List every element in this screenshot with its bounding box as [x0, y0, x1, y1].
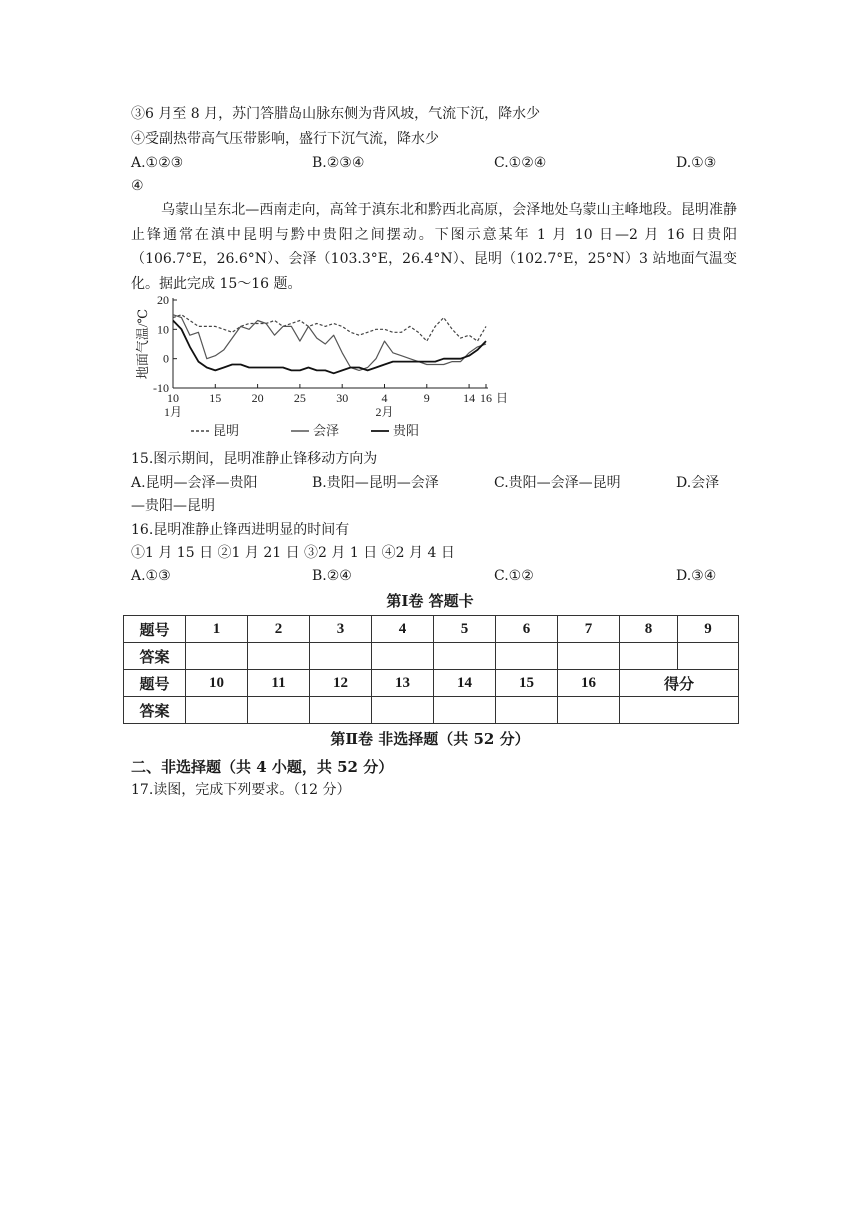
q16-option-d: D.③④ [676, 568, 717, 584]
question-number-label: 题号 [124, 670, 186, 697]
q15-option-d: D.会泽 [676, 475, 720, 491]
question-number: 7 [558, 616, 620, 643]
answer-cell[interactable] [620, 643, 678, 670]
q14-option-a: A.①②③ [131, 155, 184, 171]
answer-cell[interactable] [248, 697, 310, 724]
q14-statement-4: ④受副热带高气压带影响，盛行下沉气流，降水少 [131, 131, 439, 147]
chart-series [173, 315, 486, 374]
answer-label: 答案 [124, 697, 186, 724]
answer-card-table [123, 615, 739, 724]
x-tick-label: 16 [480, 391, 492, 405]
section-2-title: 第Ⅱ卷 非选择题（共 52 分） [330, 730, 530, 748]
q14-statement-3: ③6 月至 8 月，苏门答腊岛山脉东侧为背风坡，气流下沉，降水少 [131, 106, 541, 122]
answer-cell[interactable] [496, 643, 558, 670]
answer-cell[interactable] [372, 697, 434, 724]
question-number: 3 [310, 616, 372, 643]
series-line-1 [173, 315, 486, 341]
q15-option-d-wrap: —贵阳—昆明 [131, 498, 215, 514]
q16-option-b: B.②④ [312, 568, 352, 584]
question-number: 13 [372, 670, 434, 697]
question-number: 16 [558, 670, 620, 697]
question-number: 9 [678, 616, 739, 643]
q16-dates: ①1 月 15 日 ②1 月 21 日 ③2 月 1 日 ④2 月 4 日 [131, 545, 455, 561]
question-number: 10 [186, 670, 248, 697]
question-number: 4 [372, 616, 434, 643]
answer-cell[interactable] [558, 643, 620, 670]
answer-cell[interactable] [248, 643, 310, 670]
q14-option-c: C.①②④ [494, 155, 547, 171]
chart-labels [135, 293, 508, 438]
question-number: 14 [434, 670, 496, 697]
table-row [124, 670, 739, 697]
legend-label: 会泽 [313, 423, 340, 438]
question-number: 2 [248, 616, 310, 643]
temperature-line-chart [131, 292, 521, 448]
answer-cell[interactable] [310, 697, 372, 724]
x-tick-label: 20 [251, 391, 264, 405]
answer-cell[interactable] [558, 697, 620, 724]
passage-text: 乌蒙山呈东北—西南走向，高耸于滇东北和黔西北高原，会泽地处乌蒙山主峰地段。昆明准静止锋通常在滇中昆明与黔中贵阳之间摆动。下图示意某年 1 月 10 日—2 月 16 日贵阳（106.7°E，26.6°N）、会泽（103.3°E，26.4°N）、昆明（102.7°E，25°N）3 站地面气温变化。据此完成 15～16 题。 [131, 202, 737, 292]
x-month-label: 2月 [375, 405, 394, 419]
x-tick-label: 25 [293, 391, 306, 405]
answer-cell[interactable] [372, 643, 434, 670]
answer-label: 答案 [124, 643, 186, 670]
q14-option-b: B.②③④ [312, 155, 365, 171]
question-number: 11 [248, 670, 310, 697]
q17-stem: 17.读图，完成下列要求。（12 分） [131, 782, 351, 798]
x-tick-label: 14 [463, 391, 476, 405]
chart-axes [173, 298, 488, 388]
q15-option-c: C.贵阳—会泽—昆明 [494, 475, 621, 491]
y-tick-label: 10 [157, 322, 169, 337]
question-number: 1 [186, 616, 248, 643]
score-label: 得分 [620, 670, 739, 697]
question-number: 5 [434, 616, 496, 643]
table-row [124, 616, 739, 643]
x-tick-label: 30 [336, 391, 349, 405]
x-tick-label: 15 [209, 391, 222, 405]
score-cell[interactable] [620, 697, 739, 724]
y-axis-label: 地面气温/℃ [135, 308, 150, 380]
answer-cell[interactable] [186, 697, 248, 724]
question-number: 12 [310, 670, 372, 697]
answer-cell[interactable] [186, 643, 248, 670]
y-tick-label: 20 [157, 293, 169, 307]
question-number: 6 [496, 616, 558, 643]
table-row [124, 643, 739, 670]
section-2-heading: 二、非选择题（共 4 小题，共 52 分） [131, 758, 394, 776]
question-number: 15 [496, 670, 558, 697]
x-axis-unit: 日 [496, 391, 509, 405]
q15-option-a: A.昆明—会泽—贵阳 [131, 475, 258, 491]
q14-option-d: D.①③ [676, 155, 717, 171]
answer-card-title: 第Ⅰ卷 答题卡 [386, 592, 474, 610]
x-month-label: 1月 [163, 405, 183, 419]
q15-option-b: B.贵阳—昆明—会泽 [312, 475, 439, 491]
answer-cell[interactable] [678, 643, 739, 670]
q14-option-d-wrap: ④ [131, 178, 144, 194]
legend-label: 昆明 [213, 423, 240, 438]
x-tick-label: 9 [423, 391, 430, 405]
q15-stem: 15.图示期间，昆明准静止锋移动方向为 [131, 451, 378, 467]
answer-cell[interactable] [434, 697, 496, 724]
answer-cell[interactable] [434, 643, 496, 670]
question-number: 8 [620, 616, 678, 643]
x-tick-label: 4 [381, 391, 388, 405]
q16-stem: 16.昆明准静止锋西进明显的时间有 [131, 522, 350, 538]
q16-option-a: A.①③ [131, 568, 171, 584]
y-tick-label: -10 [153, 381, 169, 395]
question-number-label: 题号 [124, 616, 186, 643]
answer-cell[interactable] [496, 697, 558, 724]
y-tick-label: 0 [163, 351, 169, 366]
q16-option-c: C.①② [494, 568, 534, 584]
answer-cell[interactable] [310, 643, 372, 670]
table-row [124, 697, 739, 724]
legend-label: 贵阳 [393, 423, 420, 438]
x-tick-label: 10 [167, 391, 179, 405]
